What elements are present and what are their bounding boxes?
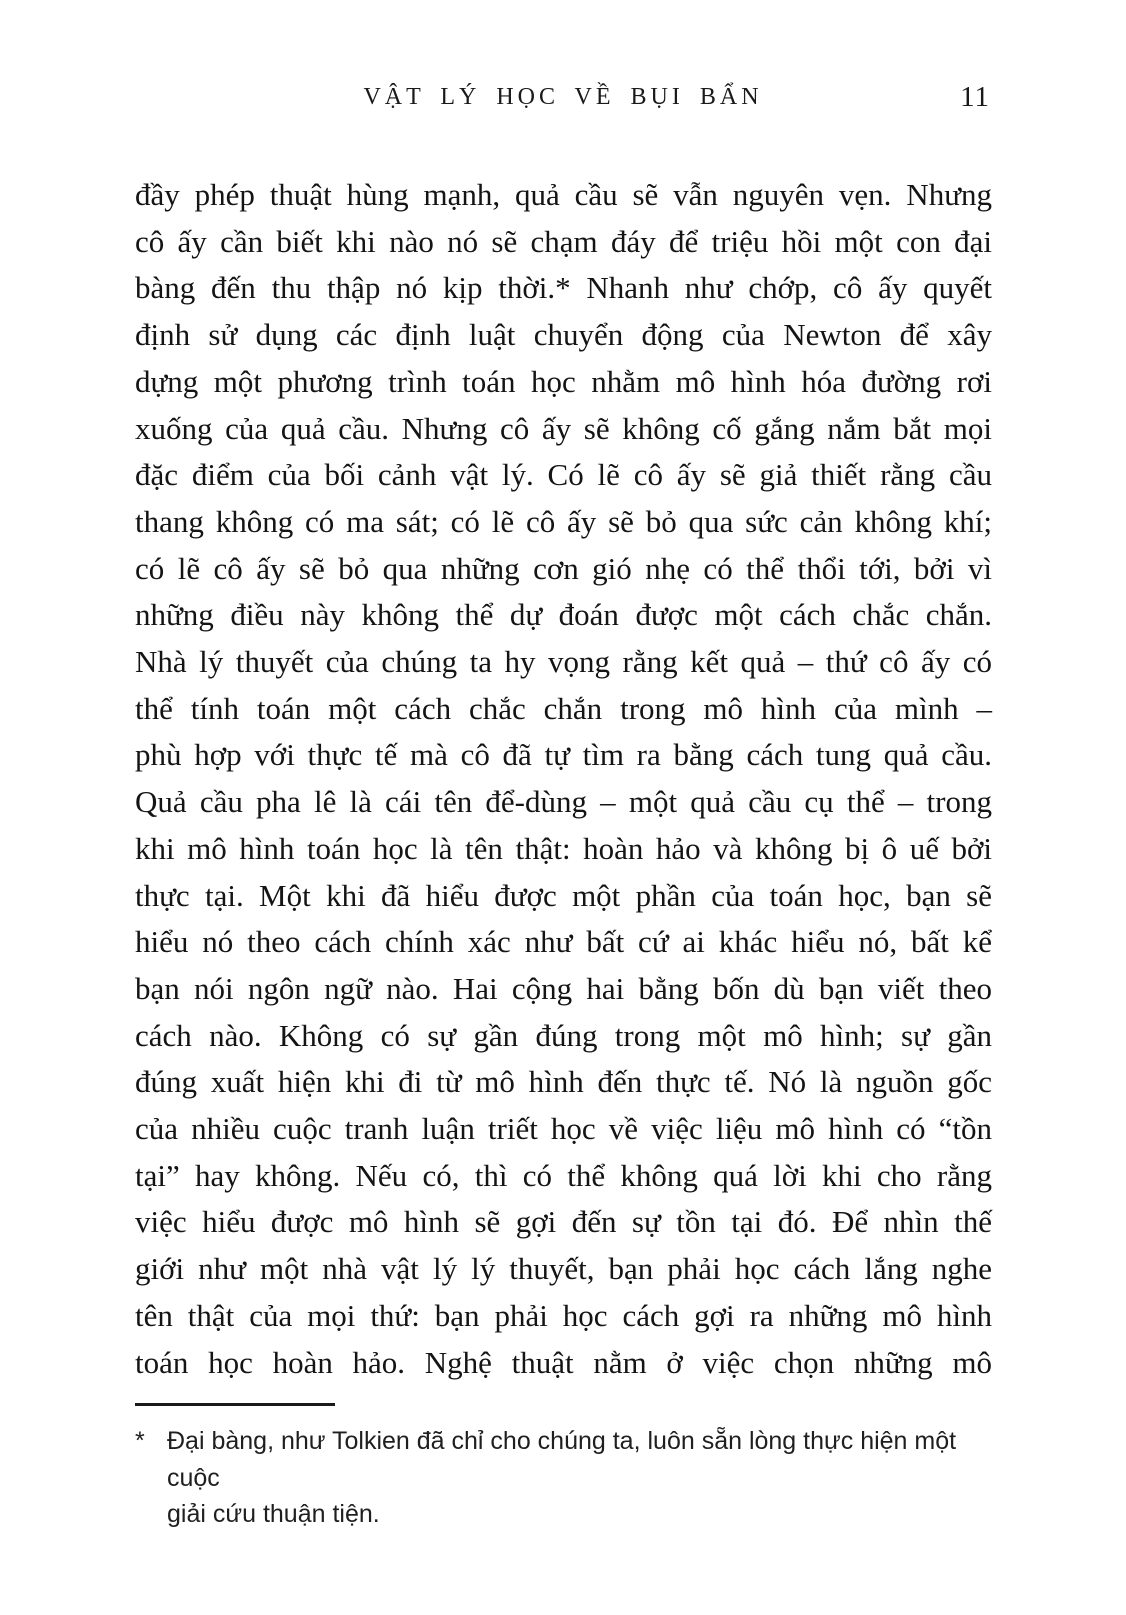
text-line: đầy phép thuật hùng mạnh, quả cầu sẽ vẫn nguyên vẹn. Nhưng	[135, 177, 992, 212]
text-line: cách nào. Không có sự gần đúng trong một mô hình; sự gần	[135, 1017, 992, 1053]
text-line: thực tại. Một khi đã hiểu được một phần của toán học, bạn sẽ	[135, 877, 992, 913]
running-head-title: VẬT LÝ HỌC VỀ BỤI BẨN	[363, 84, 763, 110]
footnote-line: giải cứu thuận tiện.	[167, 1500, 380, 1528]
text-line: đặc điểm của bối cảnh vật lý. Có lẽ cô ấy sẽ giả thiết rằng cầu	[135, 457, 992, 493]
footnote	[135, 1423, 995, 1533]
text-line: việc hiểu được mô hình sẽ gợi đến sự tồn tại đó. Để nhìn thế	[135, 1204, 992, 1240]
text-line: có lẽ cô ấy sẽ bỏ qua những cơn gió nhẹ có thể thổi tới, bởi vì	[135, 550, 992, 586]
footnote-line: Đại bàng, như Tolkien đã chỉ cho chúng ta, luôn sẵn lòng thực hiện một cuộc	[167, 1427, 957, 1492]
text-line: cô ấy cần biết khi nào nó sẽ chạm đáy để triệu hồi một con đại	[135, 223, 992, 259]
text-line: giới như một nhà vật lý lý thuyết, bạn phải học cách lắng nghe	[135, 1251, 992, 1287]
text-line: bạn nói ngôn ngữ nào. Hai cộng hai bằng bốn dù bạn viết theo	[135, 970, 992, 1006]
text-line: Nhà lý thuyết của chúng ta hy vọng rằng kết quả – thứ cô ấy có	[135, 644, 992, 680]
page-number: 11	[960, 81, 990, 113]
text-line: Quả cầu pha lê là cái tên để-dùng – một quả cầu cụ thể – trong	[135, 784, 992, 820]
body-paragraph	[135, 172, 992, 1386]
text-line: những điều này không thể dự đoán được một cách chắc chắn.	[135, 597, 992, 633]
text-line: của nhiều cuộc tranh luận triết học về việc liệu mô hình có “tồn	[135, 1111, 992, 1147]
text-line: hiểu nó theo cách chính xác như bất cứ ai khác hiểu nó, bất kể	[135, 924, 992, 960]
text-line: định sử dụng các định luật chuyển động của Newton để xây	[135, 317, 992, 353]
text-line: thang không có ma sát; có lẽ cô ấy sẽ bỏ qua sức cản không khí;	[135, 503, 992, 539]
text-line: dựng một phương trình toán học nhằm mô hình hóa đường rơi	[135, 363, 992, 399]
text-line: tại” hay không. Nếu có, thì có thể không quá lời khi cho rằng	[135, 1157, 992, 1193]
text-line: tên thật của mọi thứ: bạn phải học cách gợi ra những mô hình	[135, 1297, 992, 1333]
footnote-asterisk-marker: *	[135, 1427, 145, 1455]
footnote-divider	[135, 1403, 335, 1406]
text-line: toán học hoàn hảo. Nghệ thuật nằm ở việc chọn những mô	[135, 1344, 992, 1380]
footnote-text	[167, 1423, 995, 1533]
text-line: khi mô hình toán học là tên thật: hoàn hảo và không bị ô uế bởi	[135, 830, 992, 866]
text-line: phù hợp với thực tế mà cô đã tự tìm ra bằng cách tung quả cầu.	[135, 737, 992, 773]
text-line: đúng xuất hiện khi đi từ mô hình đến thực tế. Nó là nguồn gốc	[135, 1064, 992, 1100]
text-line: xuống của quả cầu. Nhưng cô ấy sẽ không cố gắng nắm bắt mọi	[135, 410, 992, 446]
text-line: thể tính toán một cách chắc chắn trong mô hình của mình –	[135, 690, 992, 726]
text-line: bàng đến thu thập nó kịp thời.* Nhanh như chớp, cô ấy quyết	[135, 270, 992, 306]
